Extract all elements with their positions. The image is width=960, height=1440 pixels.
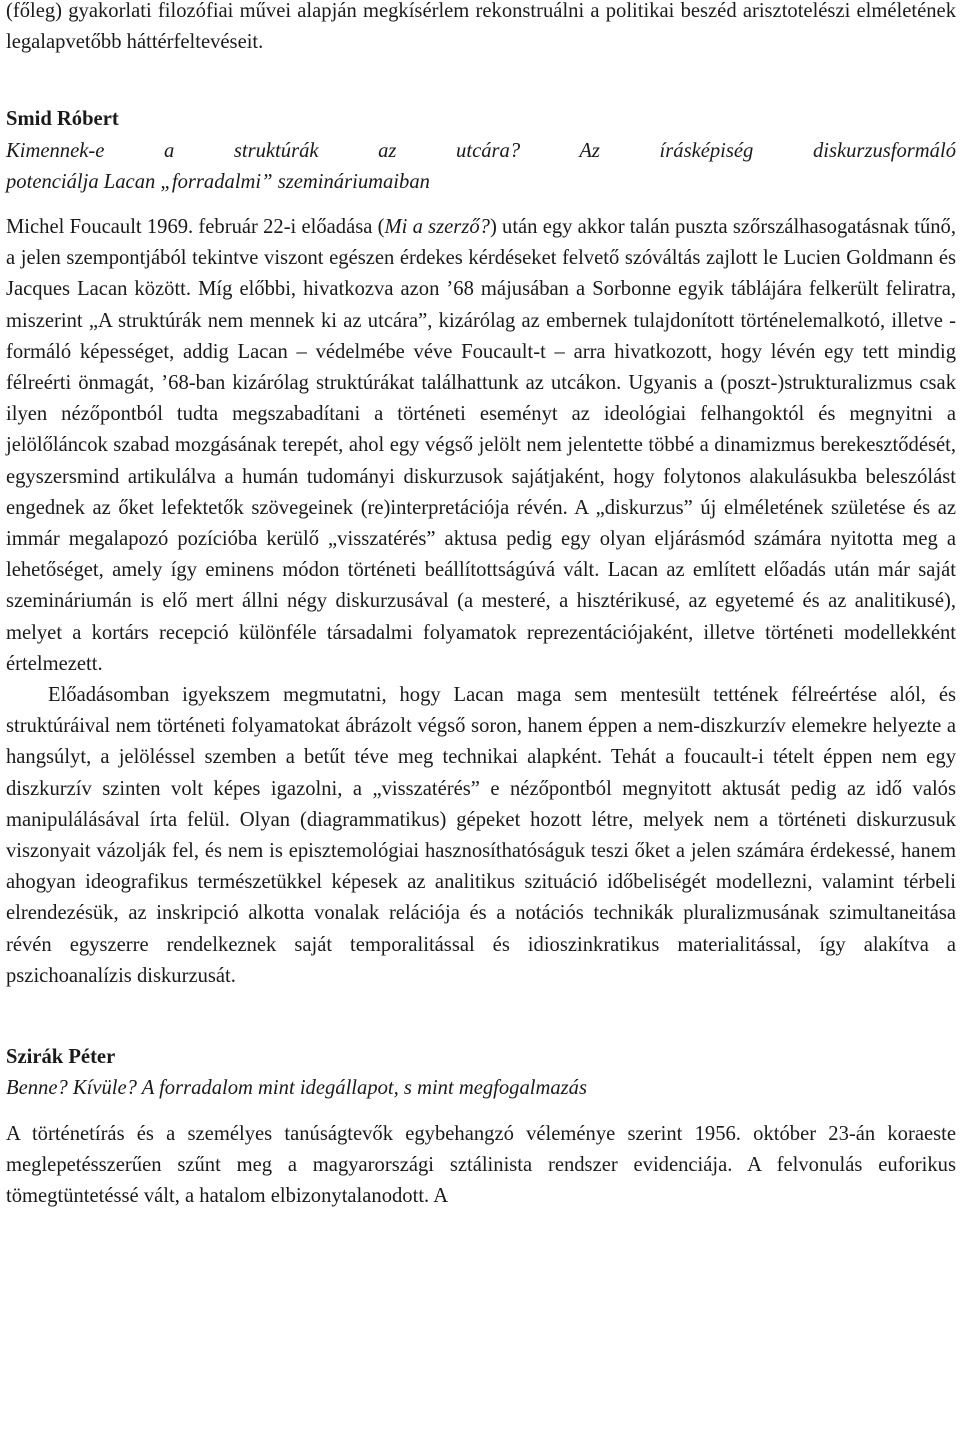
section-title-line2: potenciálja Lacan „forradalmi” szemináriumaiban xyxy=(6,170,430,193)
title-gap xyxy=(6,1105,956,1119)
title-gap xyxy=(6,198,956,212)
document-page xyxy=(6,0,956,1212)
section-smid xyxy=(6,104,956,992)
section-szirak xyxy=(6,1042,956,1212)
section-paragraph-2: Előadásomban igyekszem megmutatni, hogy Lacan maga sem mentesült tettének félreértése alól, és struktúráival nem történeti folyamatokat ábrázolt végső soron, hanem éppen a nem-diszkurzív elemekre helyezte a hangsúlyt, a jelöléssel szemben a betűt téve meg technikai alapként. Tehát a foucault-i tételt éppen nem egy diszkurzív szinten volt képes igazolni, a „visszatérés” e nézőpontból megnyitott aktusát pedig az idő valós manipulálásával írta felül. Olyan (diagrammatikus) gépeket hozott létre, melyek nem a történeti diskurzusuk viszonyait vázolják fel, és nem is episztemológiai hasznosíthatóságuk teszi őket a jelen számára érdekessé, hanem ahogyan ideografikus természetükkel képesek az analitikus szituáció időbeliségét modellezni, valamint térbeli elrendezésük, az inskripció alkotta vonalak relációja és a notációs technikák pluralizmusának szimultaneitása révén egyszerre rendelkeznek saját temporalitással és idioszinkratikus materialitással, így alakítva a pszichoanalízis diskurzusát. xyxy=(6,684,956,987)
section-author: Smid Róbert xyxy=(6,108,119,131)
paragraph-text-rest: ) után egy akkor talán puszta szőrszálhasogatásnak tűnő, a jelen szempontjából tekintve viszont egészen érdekes kérdéseket felvető szóváltás zajlott le Lucien Goldmann és Jacques Lacan között. Míg előbbi, hivatkozva azon ’68 májusában a Sorbonne egyik táblájára felkerült feliratra, miszerint „A struktúrák nem mennek ki az utcára”, kizárólag az embernek tulajdonított történelemalkotó, illetve -formáló képességet, addig Lacan – védelmébe véve Foucault-t – arra hivatkozott, hogy lévén egy tett mindig félreérti önmagát, ’68-ban kizárólag struktúrákat találhattunk az utcákon. Ugyanis a (poszt-)strukturalizmus csak ilyen nézőpontból tudta megszabadítani a történeti eseményt az ideológiai felhangoktól és megnyitni a jelölőláncok szabad mozgásának terepét, ahol egy végső jelölt nem jelentette többé a dinamizmus berekesztődését, egyszersmind artikulálva a humán tudományi diskurzusok sajátjaként, hogy folytonos alakulásukba beleszólást engednek az őket lefektetők szövegeinek (re)interpretációja révén. A „diskurzus” új elméletének születése és az immár megalapozó pozícióba kerülő „visszatérés” aktusa pedig egy olyan eljárásmód számára nyitotta meg a lehetőséget, amely így eminens módon történeti beállítottságúvá vált. Lacan az említett előadás után már saját szemináriumán is elő mert állni négy diskurzusával (a mesteré, a hisztérikusé, az egyetemé és az analitikusé), melyet a kortárs recepció különféle társadalmi folyamatok reprezentációjaként, illetve történeti modellekként értelmezett. xyxy=(6,216,957,675)
section-paragraph-1 xyxy=(6,212,956,680)
section-author: Szirák Péter xyxy=(6,1046,116,1069)
intro-paragraph: (főleg) gyakorlati filozófiai művei alapján megkísérlem rekonstruálni a politikai beszéd arisztotelészi elméletének legalapvetőbb háttérfeltevéseit. xyxy=(6,0,956,54)
section-title xyxy=(6,136,956,198)
lecture-title: Mi a szerző? xyxy=(384,216,490,239)
section-gap xyxy=(6,58,956,104)
section-paragraph-1: A történetírás és a személyes tanúságtevők egybehangzó véleménye szerint 1956. október 23-án koraeste meglepetésszerűen szűnt meg a magyarországi sztálinista rendszer evidenciája. A felvonulás euforikus tömegtüntetéssé vált, a hatalom elbizonytalanodott. A xyxy=(6,1122,956,1207)
paragraph-text-start: Michel Foucault 1969. február 22-i előadása ( xyxy=(6,216,385,239)
section-title-line1: Kimennek-e a struktúrák az utcára? Az írásképiség diskurzusformáló xyxy=(6,139,956,162)
section-gap xyxy=(6,992,956,1042)
section-title: Benne? Kívüle? A forradalom mint idegállapot, s mint megfogalmazás xyxy=(6,1077,587,1100)
